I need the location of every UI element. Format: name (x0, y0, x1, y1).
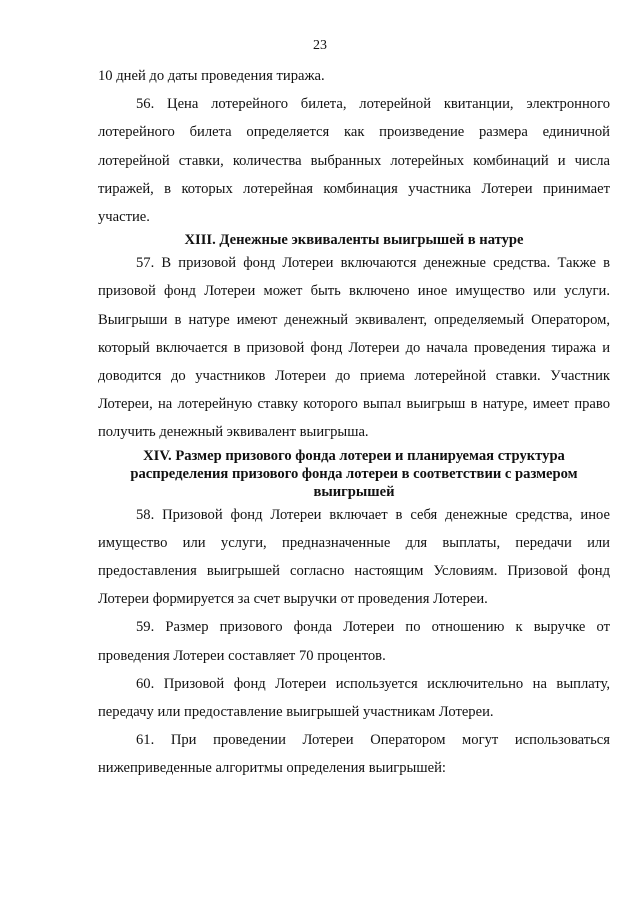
section-heading-xiii: XIII. Денежные эквиваленты выигрышей в натуре (184, 232, 524, 249)
paragraph-60: 60. Призовой фонд Лотереи используется исключительно на выплату, передачу или предоставление выигрышей участникам Лотереи. (98, 675, 610, 721)
paragraph-56: 56. Цена лотерейного билета, лотерейной квитанции, электронного лотерейного билета определяется как произведение размера единичной лотерейной ставки, количества выбранных лотерейных комбинаций и числа тиражей, в которых лотерейная комбинация участника Лотереи принимает участие. (98, 96, 610, 226)
paragraph-59: 59. Размер призового фонда Лотереи по отношению к выручке от проведения Лотереи составляет 70 процентов. (98, 619, 610, 664)
page-number: 23 (313, 38, 327, 53)
page-content (98, 62, 610, 783)
paragraph-57: 57. В призовой фонд Лотереи включаются денежные средства. Также в призовой фонд Лотереи может быть включено иное имущество или услуги. Выигрыши в натуре имеют денежный эквивалент, определяемый Оператором, который включается в призовой фонд Лотереи до начала проведения тиража и доводится до участников Лотереи до приема лотерейной ставки. Участник Лотереи, на лотерейную ставку которого выпал выигрыш в натуре, имеет право получить денежный эквивалент выигрыша. (98, 255, 610, 441)
paragraph-61: 61. При проведении Лотереи Оператором могут использоваться нижеприведенные алгоритмы определения выигрышей: (98, 732, 610, 777)
section-heading-xiv: XIV. Размер призового фонда лотереи и планируемая структура распределения призового фонда лотереи в соответствии с размером выигрышей (130, 447, 578, 500)
paragraph-58: 58. Призовой фонд Лотереи включает в себя денежные средства, иное имущество или услуги, предназначенные для выплаты, передачи или предоставления выигрышей согласно настоящим Условиям. Призовой фонд Лотереи формируется за счет выручки от проведения Лотереи. (98, 506, 610, 608)
paragraph-intro: 10 дней до даты проведения тиража. (98, 68, 325, 84)
